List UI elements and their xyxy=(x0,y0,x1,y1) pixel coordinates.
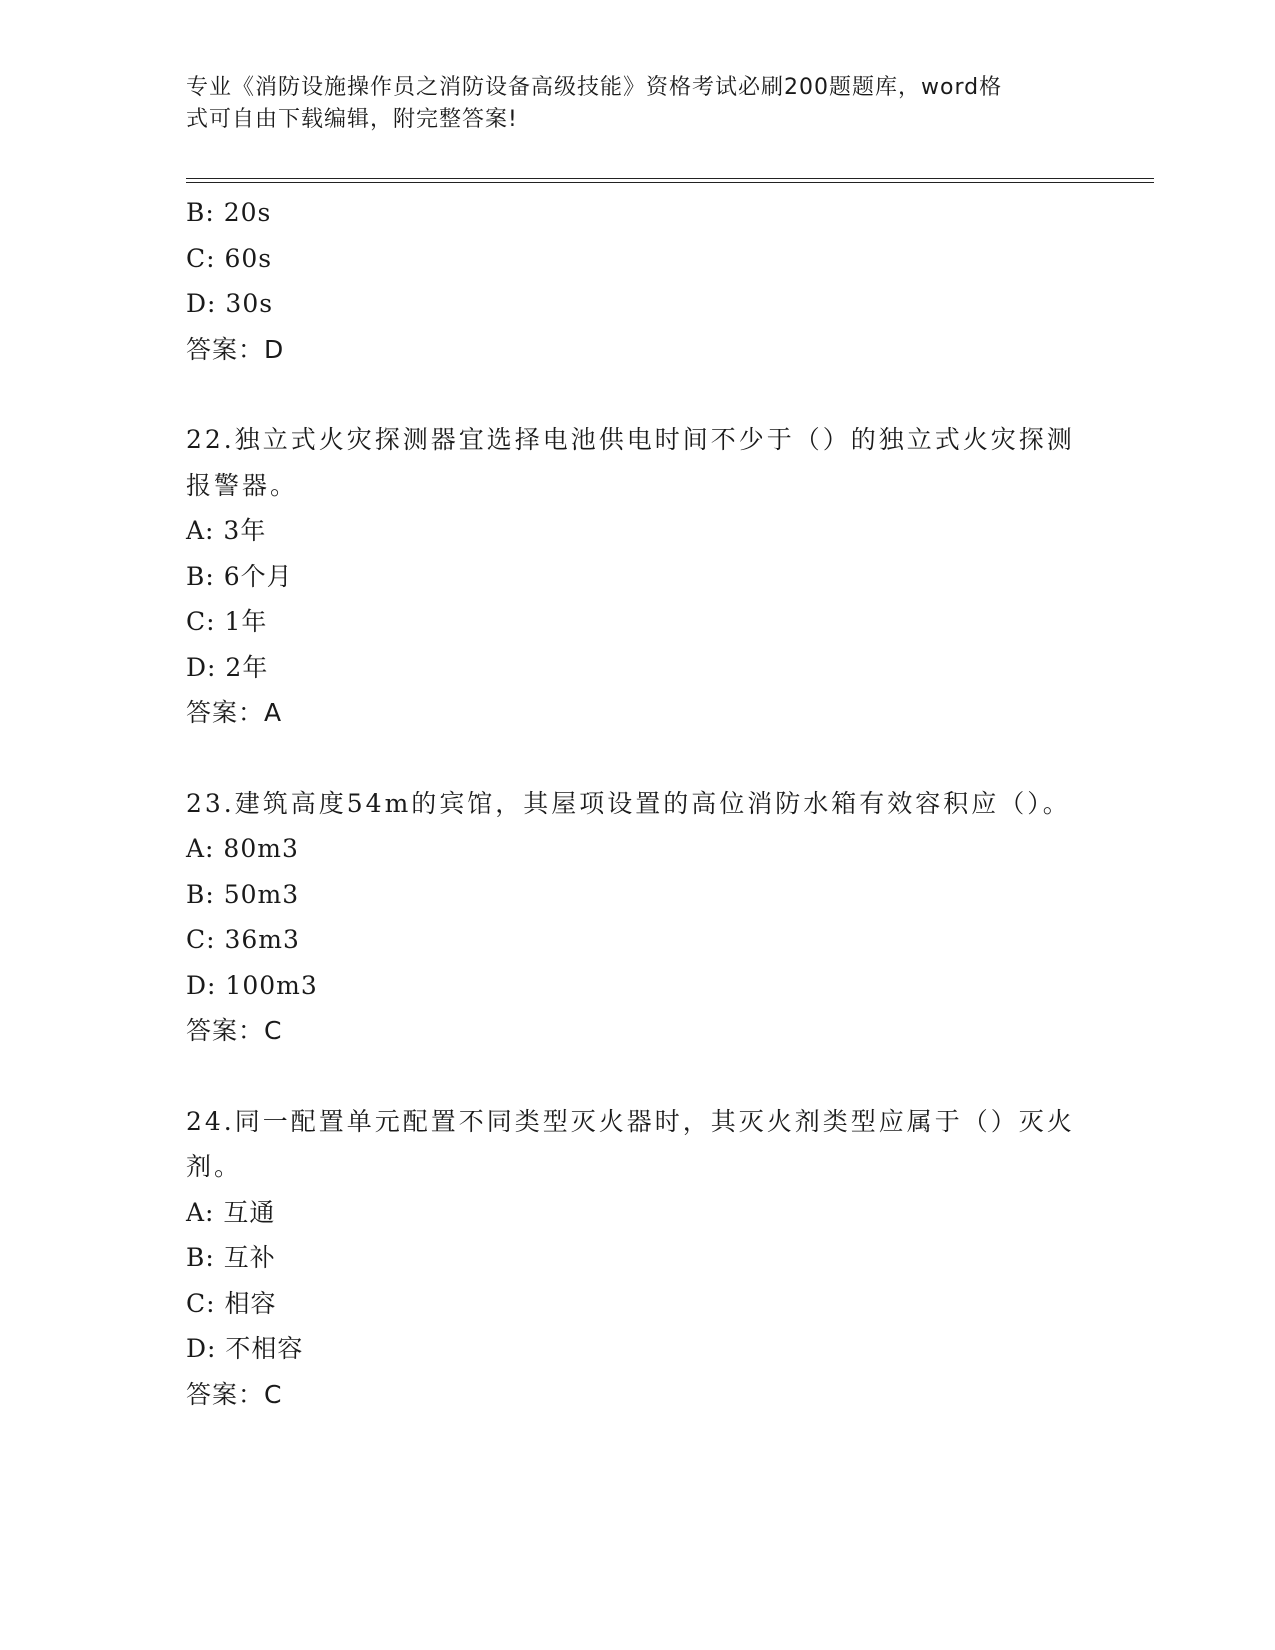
header-line-1: 专业《消防设施操作员之消防设备高级技能》资格考试必刷200题题库，word格 xyxy=(186,75,1003,100)
question-24 xyxy=(186,1099,1076,1418)
answer-line: 答案：C xyxy=(186,1016,283,1045)
option-a: A: 80m3 xyxy=(186,834,299,863)
option-b: B: 互补 xyxy=(186,1243,276,1272)
document-body xyxy=(186,190,1076,1417)
option-c: C: 相容 xyxy=(186,1288,277,1318)
option-c: C: 36m3 xyxy=(186,925,300,954)
document-header xyxy=(186,72,1066,136)
header-divider-bottom xyxy=(186,182,1154,183)
option-d: D: 2年 xyxy=(186,652,269,682)
option-b: B: 6个月 xyxy=(186,561,293,591)
header-divider-top xyxy=(186,178,1154,179)
answer-line: 答案：A xyxy=(186,698,283,727)
question-23 xyxy=(186,781,1076,1054)
question-text: 23.建筑高度54m的宾馆，其屋项设置的高位消防水箱有效容积应（）。 xyxy=(186,788,1071,818)
option-b: B: 20s xyxy=(186,198,272,227)
option-d: D: 100m3 xyxy=(186,970,318,1000)
answer-line: 答案：D xyxy=(186,334,285,364)
option-b: B: 50m3 xyxy=(186,879,300,909)
question-text: 22.独立式火灾探测器宜选择电池供电时间不少于（）的独立式火灾探测报警器。 xyxy=(186,425,1075,500)
option-a: A: 互通 xyxy=(186,1197,276,1227)
option-a: A: 3年 xyxy=(186,516,267,545)
header-line-2: 式可自由下载编辑，附完整答案! xyxy=(186,107,518,132)
option-d: D: 30s xyxy=(186,289,274,318)
answer-line: 答案：C xyxy=(186,1379,283,1409)
option-c: C: 60s xyxy=(186,243,273,273)
option-c: C: 1年 xyxy=(186,607,268,636)
previous-question-tail xyxy=(186,190,1076,372)
question-22 xyxy=(186,417,1076,736)
question-text: 24.同一配置单元配置不同类型灭火器时，其灭火剂类型应属于（）灭火剂。 xyxy=(186,1106,1075,1181)
option-d: D: 不相容 xyxy=(186,1334,304,1363)
